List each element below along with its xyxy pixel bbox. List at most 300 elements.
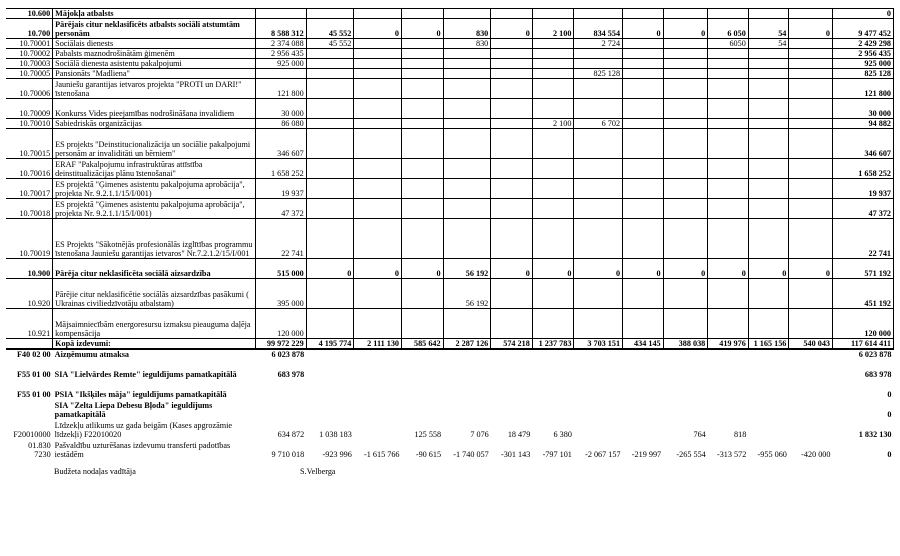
row-value-col-4 bbox=[402, 309, 444, 339]
row-value-col-5 bbox=[443, 69, 491, 79]
row-value-col-12: -955 060 bbox=[757, 450, 787, 459]
row-value-col-13 bbox=[789, 69, 833, 79]
row-name: SIA "Lielvārdes Remte" ieguldījums pamatkapitālā bbox=[54, 370, 237, 379]
row-value-col-7 bbox=[532, 279, 574, 309]
row-value-col-1: 19 937 bbox=[256, 179, 307, 199]
row-value-col-5 bbox=[443, 399, 491, 419]
row-value-col-1 bbox=[256, 69, 307, 79]
footer-row bbox=[6, 419, 894, 439]
row-value-col-7 bbox=[532, 79, 574, 99]
row-value-col-13 bbox=[789, 129, 833, 159]
row-code: 10.70010 bbox=[6, 119, 53, 129]
row-value-col-6 bbox=[491, 219, 533, 259]
row-value-col-13 bbox=[789, 49, 833, 59]
row-value-col-1: 634 872 bbox=[277, 430, 305, 439]
row-value-col-2 bbox=[306, 59, 354, 69]
row-value-col-1: 8 588 312 bbox=[256, 19, 307, 39]
row-code: 10.70002 bbox=[6, 49, 53, 59]
row-value-col-3: -1 615 766 bbox=[364, 450, 400, 459]
row-value-col-2: -923 996 bbox=[322, 450, 352, 459]
row-value-col-6 bbox=[491, 359, 533, 379]
row-code: 10.921 bbox=[6, 309, 53, 339]
row-value-col-7 bbox=[532, 9, 574, 19]
row-value-col-6 bbox=[491, 119, 533, 129]
row-value-col-10 bbox=[663, 279, 708, 309]
row-value-col-9 bbox=[623, 379, 664, 399]
row-value-col-13 bbox=[789, 119, 833, 129]
row-value-col-11: 0 bbox=[708, 259, 749, 279]
row-name: Mājsaimniecībām energoresursu izmaksu pieauguma daļēja kompensācija bbox=[53, 309, 256, 339]
row-value-col-7 bbox=[532, 219, 574, 259]
row-value-col-4 bbox=[402, 49, 444, 59]
row-value-col-8: -2 067 157 bbox=[585, 450, 621, 459]
row-value-col-11 bbox=[708, 79, 749, 99]
row-value-col-1 bbox=[256, 399, 307, 419]
row-code: 10.70017 bbox=[6, 179, 53, 199]
row-value-col-1: 99 972 229 bbox=[256, 339, 307, 350]
row-value-col-9 bbox=[623, 79, 664, 99]
row-value-col-4 bbox=[402, 199, 444, 219]
budget-expenditure-table bbox=[6, 8, 894, 459]
row-name: Sociālā dienesta asistentu pakalpojumi bbox=[53, 59, 256, 69]
row-value-col-6 bbox=[491, 309, 533, 339]
row-value-col-12: 0 bbox=[748, 259, 789, 279]
row-value-col-8 bbox=[574, 379, 623, 399]
row-value-col-3 bbox=[354, 359, 402, 379]
row-code: 10.600 bbox=[6, 9, 53, 19]
row-value-col-1: 2 374 088 bbox=[256, 39, 307, 49]
row-value-col-3: 0 bbox=[354, 259, 402, 279]
row-value-col-2 bbox=[306, 129, 354, 159]
row-value-col-13: -420 000 bbox=[801, 450, 831, 459]
row-name: Mājokļa atbalsts bbox=[53, 9, 256, 19]
row-value-col-12 bbox=[748, 129, 789, 159]
row-code: 10.70005 bbox=[6, 69, 53, 79]
row-value-col-10 bbox=[663, 379, 708, 399]
row-value-col-7 bbox=[532, 99, 574, 119]
row-value-col-9: 0 bbox=[623, 259, 664, 279]
row-value-col-10 bbox=[663, 39, 708, 49]
row-total: 346 607 bbox=[833, 129, 894, 159]
row-value-col-6 bbox=[491, 49, 533, 59]
row-code: 10.900 bbox=[6, 259, 53, 279]
row-total: 0 bbox=[887, 450, 892, 459]
table-row bbox=[6, 59, 894, 69]
row-value-col-11 bbox=[708, 359, 749, 379]
row-value-col-10 bbox=[663, 49, 708, 59]
row-value-col-13 bbox=[789, 79, 833, 99]
row-value-col-11 bbox=[708, 279, 749, 309]
row-value-col-5 bbox=[443, 219, 491, 259]
row-value-col-4: 585 642 bbox=[402, 339, 444, 350]
row-code: F55 01 00 bbox=[16, 390, 51, 399]
row-value-col-4: 0 bbox=[402, 19, 444, 39]
row-value-col-3 bbox=[354, 39, 402, 49]
row-value-col-13: 0 bbox=[789, 259, 833, 279]
row-value-col-8: 825 128 bbox=[574, 69, 623, 79]
row-value-col-5: 7 076 bbox=[470, 430, 489, 439]
row-value-col-11 bbox=[708, 159, 749, 179]
row-value-col-3 bbox=[354, 159, 402, 179]
row-value-col-10 bbox=[663, 9, 708, 19]
row-total: 571 192 bbox=[833, 259, 894, 279]
row-value-col-2 bbox=[306, 399, 354, 419]
row-value-col-8 bbox=[574, 399, 623, 419]
row-value-col-13 bbox=[789, 359, 833, 379]
row-value-col-7: 2 100 bbox=[532, 19, 574, 39]
row-value-col-1: 683 978 bbox=[277, 370, 305, 379]
row-value-col-3 bbox=[354, 59, 402, 69]
row-value-col-8: 0 bbox=[574, 259, 623, 279]
row-value-col-9 bbox=[623, 49, 664, 59]
row-value-col-12 bbox=[748, 309, 789, 339]
row-value-col-9 bbox=[623, 179, 664, 199]
row-code: F20010000 bbox=[13, 430, 51, 439]
table-row bbox=[6, 9, 894, 19]
row-value-col-3 bbox=[354, 9, 402, 19]
row-value-col-12 bbox=[748, 349, 789, 359]
footer-row bbox=[6, 379, 894, 399]
row-value-col-1: 30 000 bbox=[256, 99, 307, 119]
row-value-col-4 bbox=[402, 79, 444, 99]
row-value-col-13 bbox=[789, 219, 833, 259]
row-value-col-1: 2 956 435 bbox=[256, 49, 307, 59]
table-row bbox=[6, 19, 894, 39]
row-value-col-7 bbox=[532, 179, 574, 199]
row-value-col-11 bbox=[708, 379, 749, 399]
row-value-col-6 bbox=[491, 279, 533, 309]
row-total: 121 800 bbox=[833, 79, 894, 99]
row-value-col-11 bbox=[708, 219, 749, 259]
row-value-col-3 bbox=[354, 399, 402, 419]
row-value-col-9 bbox=[623, 279, 664, 309]
table-row bbox=[6, 79, 894, 99]
row-value-col-1: 925 000 bbox=[256, 59, 307, 69]
row-value-col-6 bbox=[491, 179, 533, 199]
row-value-col-13: 540 043 bbox=[789, 339, 833, 350]
row-value-col-3 bbox=[354, 99, 402, 119]
row-value-col-10: -265 554 bbox=[676, 450, 706, 459]
row-name: PSIA "Ikšķiles māja" ieguldījums pamatkapitālā bbox=[54, 390, 227, 399]
row-value-col-12: 54 bbox=[748, 39, 789, 49]
row-code: 10.70016 bbox=[6, 159, 53, 179]
row-value-col-2 bbox=[306, 279, 354, 309]
row-value-col-12: 54 bbox=[748, 19, 789, 39]
row-value-col-10 bbox=[663, 59, 708, 69]
row-value-col-13 bbox=[789, 159, 833, 179]
row-value-col-5 bbox=[443, 309, 491, 339]
row-value-col-9 bbox=[623, 69, 664, 79]
row-value-col-4 bbox=[402, 129, 444, 159]
row-value-col-9: 0 bbox=[623, 19, 664, 39]
row-value-col-5 bbox=[443, 79, 491, 99]
row-value-col-11: 6050 bbox=[708, 39, 749, 49]
row-value-col-2: 0 bbox=[306, 259, 354, 279]
row-value-col-4 bbox=[402, 349, 444, 359]
row-value-col-2 bbox=[306, 69, 354, 79]
row-name: Līdzekļu atlikums uz gada beigām (Kases apgrozāmie līdzekļi) F22010020 bbox=[54, 421, 232, 439]
signature-block bbox=[6, 467, 894, 476]
row-value-col-7 bbox=[532, 379, 574, 399]
row-value-col-5: 830 bbox=[443, 19, 491, 39]
table-row bbox=[6, 69, 894, 79]
row-value-col-8 bbox=[574, 359, 623, 379]
row-value-col-6 bbox=[491, 9, 533, 19]
row-value-col-4 bbox=[402, 379, 444, 399]
row-value-col-2 bbox=[306, 79, 354, 99]
row-value-col-8 bbox=[574, 9, 623, 19]
row-total: 94 882 bbox=[833, 119, 894, 129]
row-value-col-1: 1 658 252 bbox=[256, 159, 307, 179]
row-value-col-9 bbox=[623, 159, 664, 179]
row-value-col-4 bbox=[402, 359, 444, 379]
row-value-col-12 bbox=[748, 59, 789, 69]
row-value-col-2 bbox=[306, 309, 354, 339]
row-value-col-7 bbox=[532, 159, 574, 179]
row-value-col-3 bbox=[354, 419, 402, 439]
row-value-col-7 bbox=[532, 129, 574, 159]
row-code bbox=[6, 399, 53, 419]
row-value-col-11: 6 050 bbox=[708, 19, 749, 39]
row-value-col-12: 1 165 156 bbox=[748, 339, 789, 350]
row-name: Pārējais citur neklasificēts atbalsts sociāli atstumtām personām bbox=[53, 19, 256, 39]
row-total: 6 023 878 bbox=[858, 350, 892, 359]
row-value-col-6: 0 bbox=[491, 259, 533, 279]
row-value-col-8 bbox=[574, 349, 623, 359]
row-total: 451 192 bbox=[833, 279, 894, 309]
row-value-col-5 bbox=[443, 349, 491, 359]
row-name: Pansionāts "Madliena" bbox=[53, 69, 256, 79]
row-value-col-11 bbox=[708, 349, 749, 359]
row-value-col-13 bbox=[789, 39, 833, 49]
row-value-col-3 bbox=[354, 309, 402, 339]
footer-row bbox=[6, 399, 894, 419]
row-value-col-9 bbox=[623, 119, 664, 129]
row-value-col-6 bbox=[491, 199, 533, 219]
row-value-col-8: 6 702 bbox=[574, 119, 623, 129]
row-value-col-2: 45 552 bbox=[306, 39, 354, 49]
row-total: 47 372 bbox=[833, 199, 894, 219]
row-value-col-2 bbox=[306, 99, 354, 119]
row-code: 01.830 7230 bbox=[28, 441, 51, 459]
signature-role: Budžeta nodaļas vadītāja bbox=[54, 467, 136, 476]
row-value-col-7 bbox=[532, 359, 574, 379]
row-value-col-2 bbox=[306, 379, 354, 399]
row-value-col-4 bbox=[402, 219, 444, 259]
row-total: 2 956 435 bbox=[833, 49, 894, 59]
row-value-col-5 bbox=[443, 99, 491, 119]
row-value-col-4 bbox=[402, 59, 444, 69]
row-value-col-10 bbox=[663, 399, 708, 419]
row-name: Sociālais dienests bbox=[53, 39, 256, 49]
row-value-col-11 bbox=[708, 59, 749, 69]
row-value-col-12 bbox=[748, 219, 789, 259]
row-value-col-7 bbox=[532, 309, 574, 339]
row-name: Konkurss Vides pieejamības nodrošināšana invalidiem bbox=[53, 99, 256, 119]
row-value-col-3 bbox=[354, 219, 402, 259]
row-value-col-1: 6 023 878 bbox=[271, 350, 305, 359]
row-value-col-8 bbox=[574, 179, 623, 199]
row-value-col-11: 419 976 bbox=[708, 339, 749, 350]
row-value-col-2 bbox=[306, 119, 354, 129]
row-value-col-1: 47 372 bbox=[256, 199, 307, 219]
row-value-col-7 bbox=[532, 39, 574, 49]
row-value-col-11: -313 572 bbox=[716, 450, 747, 459]
row-value-col-8: 834 554 bbox=[574, 19, 623, 39]
row-value-col-11 bbox=[708, 9, 749, 19]
row-value-col-6 bbox=[491, 59, 533, 69]
row-value-col-8 bbox=[574, 129, 623, 159]
row-value-col-5 bbox=[443, 119, 491, 129]
row-value-col-3 bbox=[354, 119, 402, 129]
row-value-col-8 bbox=[574, 309, 623, 339]
row-value-col-3 bbox=[354, 349, 402, 359]
row-value-col-4 bbox=[402, 159, 444, 179]
row-value-col-2: 45 552 bbox=[306, 19, 354, 39]
row-total: 825 128 bbox=[833, 69, 894, 79]
row-value-col-1: 346 607 bbox=[256, 129, 307, 159]
row-value-col-12 bbox=[748, 159, 789, 179]
table-row bbox=[6, 199, 894, 219]
row-value-col-9 bbox=[623, 99, 664, 119]
row-value-col-13 bbox=[789, 349, 833, 359]
total-row bbox=[6, 339, 894, 350]
row-value-col-13 bbox=[789, 179, 833, 199]
row-value-col-9 bbox=[623, 309, 664, 339]
row-value-col-7: 6 380 bbox=[553, 430, 572, 439]
row-value-col-10 bbox=[663, 129, 708, 159]
row-value-col-1: 395 000 bbox=[256, 279, 307, 309]
row-value-col-1: 515 000 bbox=[256, 259, 307, 279]
row-name: ERAF "Pakalpojumu infrastruktūras attīstība deinstitualizācijas plānu īstenošanai" bbox=[53, 159, 256, 179]
footer-row bbox=[6, 359, 894, 379]
row-value-col-2 bbox=[306, 219, 354, 259]
row-value-col-9 bbox=[623, 129, 664, 159]
row-value-col-5: 56 192 bbox=[443, 279, 491, 309]
row-value-col-13: 0 bbox=[789, 19, 833, 39]
row-value-col-3 bbox=[354, 129, 402, 159]
row-value-col-6 bbox=[491, 129, 533, 159]
row-name: Pašvaldību uzturēšanas izdevumu transferti padotības iestādēm bbox=[54, 441, 231, 459]
row-value-col-13 bbox=[789, 199, 833, 219]
row-value-col-5: 2 287 126 bbox=[443, 339, 491, 350]
row-value-col-6 bbox=[491, 379, 533, 399]
row-value-col-3: 2 111 130 bbox=[354, 339, 402, 350]
row-value-col-8 bbox=[574, 59, 623, 69]
row-value-col-13 bbox=[789, 399, 833, 419]
row-value-col-7 bbox=[532, 59, 574, 69]
row-value-col-4 bbox=[402, 69, 444, 79]
row-value-col-11 bbox=[708, 69, 749, 79]
row-name: ES projekts "Deinstitucionalizācija un sociālie pakalpojumi personām ar invaliditāti un bērniem" bbox=[53, 129, 256, 159]
row-name: ES Projekts "Sākotnējās profesionālās izglītības programmu īstenošana Jauniešu garantijas ietvaros" Nr.7.2.1.2/15/I/001 bbox=[53, 219, 256, 259]
row-value-col-7 bbox=[532, 399, 574, 419]
row-code: 10.70001 bbox=[6, 39, 53, 49]
row-value-col-9 bbox=[623, 199, 664, 219]
table-row bbox=[6, 49, 894, 59]
row-value-col-2: 4 195 774 bbox=[306, 339, 354, 350]
row-total: 120 000 bbox=[833, 309, 894, 339]
row-value-col-5 bbox=[443, 379, 491, 399]
row-value-col-7 bbox=[532, 199, 574, 219]
row-name: Pārējie citur neklasificētie sociālās aizsardzības pasākumi ( Ukrainas civiliedzīvotāju atbalstam) bbox=[53, 279, 256, 309]
row-value-col-12 bbox=[748, 119, 789, 129]
row-value-col-12 bbox=[748, 99, 789, 119]
row-value-col-10: 0 bbox=[663, 19, 708, 39]
table-row bbox=[6, 309, 894, 339]
row-value-col-2 bbox=[306, 359, 354, 379]
row-value-col-11 bbox=[708, 49, 749, 59]
row-code: 10.70009 bbox=[6, 99, 53, 119]
row-value-col-5 bbox=[443, 359, 491, 379]
row-value-col-4 bbox=[402, 9, 444, 19]
table-row bbox=[6, 159, 894, 179]
row-value-col-4 bbox=[402, 99, 444, 119]
row-value-col-8 bbox=[574, 49, 623, 59]
row-value-col-2: 1 038 183 bbox=[319, 430, 352, 439]
row-value-col-9: 434 145 bbox=[623, 339, 664, 350]
row-name: ES projektā "Ģimenes asistentu pakalpojuma aprobācija", projekta Nr. 9.2.1.1/15/I/001) bbox=[53, 179, 256, 199]
row-value-col-7: -797 101 bbox=[542, 450, 572, 459]
row-value-col-9 bbox=[623, 419, 664, 439]
row-name: Sabiedriskās organizācijas bbox=[53, 119, 256, 129]
table-row bbox=[6, 279, 894, 309]
row-value-col-8: 3 703 151 bbox=[574, 339, 623, 350]
row-value-col-1: 121 800 bbox=[256, 79, 307, 99]
row-value-col-4: 0 bbox=[402, 259, 444, 279]
row-name: ES projektā "Ģimenes asistentu pakalpojuma aprobācija", projekta Nr. 9.2.1.1/15/I/001) bbox=[53, 199, 256, 219]
row-name: Kopā izdevumi: bbox=[53, 339, 256, 350]
row-value-col-6: 0 bbox=[491, 19, 533, 39]
row-value-col-13 bbox=[789, 419, 833, 439]
row-value-col-7: 0 bbox=[532, 259, 574, 279]
row-value-col-3 bbox=[354, 379, 402, 399]
row-value-col-6 bbox=[491, 39, 533, 49]
row-name: Pārēja citur neklasificēta sociālā aizsardzība bbox=[53, 259, 256, 279]
row-value-col-1: 120 000 bbox=[256, 309, 307, 339]
row-value-col-10 bbox=[663, 199, 708, 219]
row-total: 117 614 411 bbox=[833, 339, 894, 350]
row-value-col-10 bbox=[663, 79, 708, 99]
row-value-col-1 bbox=[256, 9, 307, 19]
row-value-col-4: 125 558 bbox=[414, 430, 442, 439]
row-total: 0 bbox=[887, 390, 892, 399]
table-row bbox=[6, 99, 894, 119]
row-value-col-1: 86 080 bbox=[256, 119, 307, 129]
row-value-col-8: 2 724 bbox=[574, 39, 623, 49]
row-value-col-1: 9 710 018 bbox=[271, 450, 305, 459]
row-value-col-10 bbox=[663, 349, 708, 359]
row-value-col-5: -1 740 057 bbox=[453, 450, 489, 459]
row-value-col-12 bbox=[748, 359, 789, 379]
row-value-col-9 bbox=[623, 39, 664, 49]
row-code: F55 01 00 bbox=[16, 370, 51, 379]
row-value-col-5 bbox=[443, 9, 491, 19]
row-total: 2 429 298 bbox=[833, 39, 894, 49]
row-value-col-5 bbox=[443, 59, 491, 69]
row-value-col-8 bbox=[574, 99, 623, 119]
row-value-col-13 bbox=[789, 59, 833, 69]
row-value-col-12 bbox=[748, 399, 789, 419]
row-value-col-4 bbox=[402, 39, 444, 49]
row-name: Aizņēmumu atmaksa bbox=[54, 350, 130, 359]
row-value-col-1 bbox=[256, 379, 307, 399]
row-value-col-2 bbox=[306, 199, 354, 219]
row-value-col-2 bbox=[306, 349, 354, 359]
row-value-col-10 bbox=[663, 99, 708, 119]
row-value-col-12 bbox=[748, 279, 789, 309]
row-value-col-3 bbox=[354, 69, 402, 79]
